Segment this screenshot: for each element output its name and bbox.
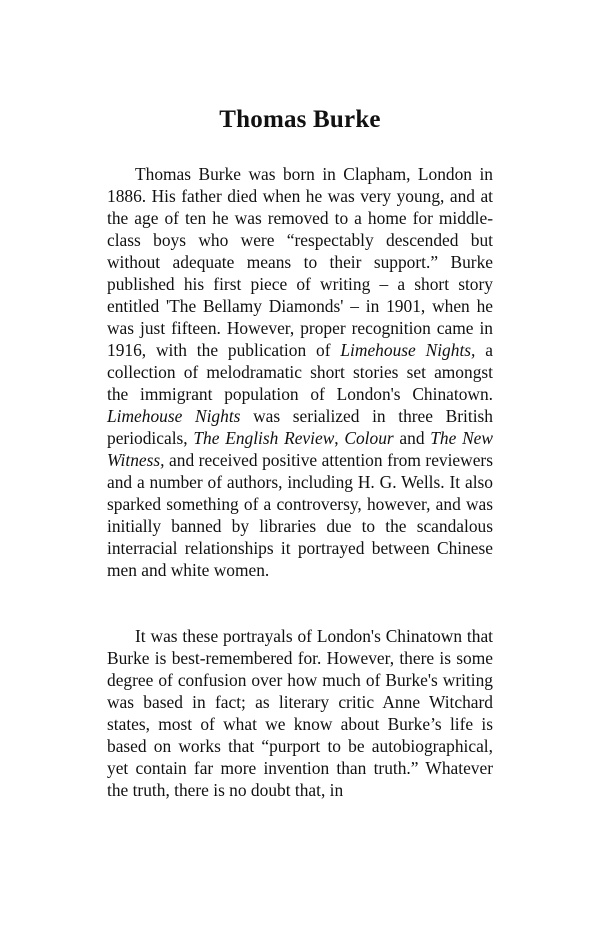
paragraph-italic-title: Limehouse Nights (107, 406, 241, 426)
biography-paragraph-2 (107, 625, 493, 801)
paragraph-text-segment: and received positive attention from reviewers and a number of authors, including H. G. Wells. It also sparked something of a controversy, however, and was initially banned by libraries due to the scandalous interracial relationships it portrayed between Chinese men and white women. (107, 450, 493, 580)
paragraph-italic-title: Limehouse Nights, (340, 340, 476, 360)
paragraph-text-segment: and (393, 428, 431, 448)
paragraph-italic-title: The English Review (193, 428, 335, 448)
paragraph-text-segment: was serialized in three British periodicals, (107, 406, 494, 448)
page-title: Thomas Burke (219, 106, 381, 133)
paragraph-italic-title: The New Witness, (107, 428, 494, 470)
paragraph-text-segment: Thomas Burke was born in Clapham, London in 1886. His father died when he was very young, and at the age of ten he was removed to a home for middle-class boys who were “respectably descended but without adequate means to their support.” Burke published his first piece of writing – a short story entitled 'The Bellamy Diamonds' – in 1901, when he was just fifteen. However, proper recognition came in 1916, with the publication of (107, 164, 493, 360)
paragraph-italic-title: Colour (344, 428, 394, 448)
paragraph-text-segment: It was these portrayals of London's Chinatown that Burke is best-remembered for. However, there is some degree of confusion over how much of Burke's writing was based in fact; as literary critic Anne Witchard states, most of what we know about Burke’s life is based on works that “purport to be autobiographical, yet contain far more invention than truth.” Whatever the truth, there is no doubt that, in (107, 626, 493, 800)
paragraph-text-segment: , (334, 428, 345, 448)
biography-paragraph-1 (107, 163, 493, 581)
paragraph-text-segment: a collection of melodramatic short stories set amongst the immigrant population of London's Chinatown. (107, 340, 493, 404)
